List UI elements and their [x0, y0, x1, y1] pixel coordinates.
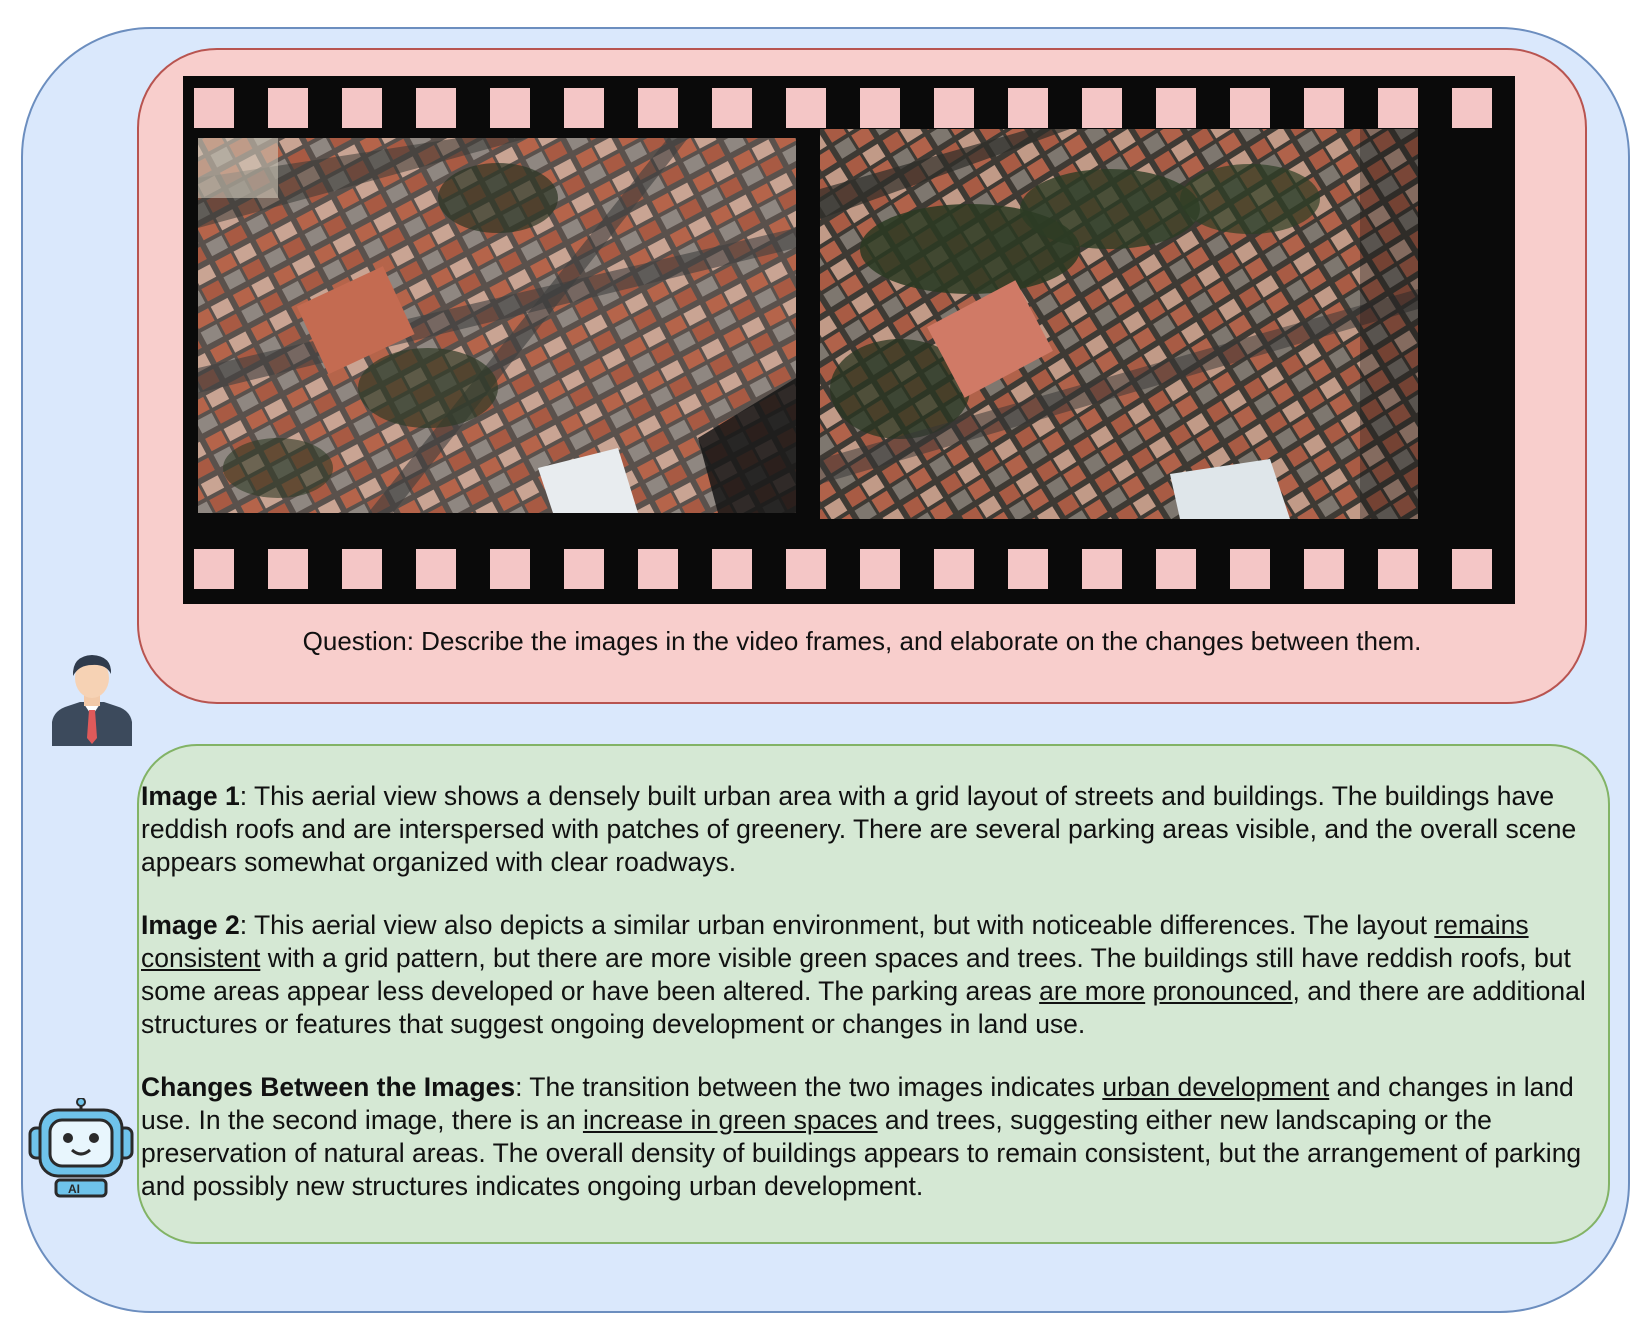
image2-text-c [1145, 976, 1152, 1006]
sprocket-hole [1304, 549, 1344, 589]
sprocket-hole [1452, 549, 1492, 589]
sprocket-hole [1230, 88, 1270, 128]
sprocket-hole [268, 88, 308, 128]
sprocket-hole [860, 88, 900, 128]
aerial-image-1 [198, 138, 796, 513]
sprocket-hole [638, 88, 678, 128]
aerial-image-2 [820, 129, 1418, 519]
changes-text-a: : The transition between the two images indicates [515, 1072, 1103, 1102]
image2-underline-3: pronounced [1152, 976, 1293, 1006]
image2-underline-2: are more [1039, 976, 1146, 1006]
sprocket-hole [638, 549, 678, 589]
sprocket-hole [1304, 88, 1344, 128]
changes-text-b: and changes in land use. In the second image, there is an [141, 1072, 1574, 1135]
video-filmstrip [183, 76, 1515, 604]
image2-label: Image 2 [141, 910, 240, 940]
changes-underline-1: urban development [1102, 1072, 1330, 1102]
sprocket-hole [1082, 549, 1122, 589]
answer-text [141, 780, 1611, 1233]
ai-label: AI [68, 1182, 80, 1196]
sprocket-hole [194, 88, 234, 128]
sprocket-hole [1008, 88, 1048, 128]
image1-label: Image 1 [141, 781, 240, 811]
sprocket-hole [342, 88, 382, 128]
sprocket-hole [786, 88, 826, 128]
image2-text-a: : This aerial view also depicts a similar urban environment, but with noticeable differences. The layout [239, 910, 1435, 940]
sprocket-hole [268, 549, 308, 589]
sprocket-hole [1156, 88, 1196, 128]
video-frame-1 [198, 138, 796, 513]
changes-text-c: and trees, suggesting either new landscaping or the preservation of natural areas. The overall density of buildings appears to remain consistent, but the arrangement of parking and possibly new structures indicates ongoing urban development. [141, 1105, 1582, 1201]
sprocket-hole [1230, 549, 1270, 589]
image2-underline-1: remains consistent [141, 910, 1529, 973]
sprocket-hole [712, 549, 752, 589]
sprocket-hole [564, 549, 604, 589]
image1-description: : This aerial view shows a densely built urban area with a grid layout of streets and buildings. The buildings have reddish roofs and are interspersed with patches of greenery. There are several parking areas visible, and the overall scene appears somewhat organized with clear roadways. [141, 781, 1577, 877]
answer-image2-paragraph [141, 909, 1611, 1041]
sprocket-hole [1156, 549, 1196, 589]
sprocket-hole [416, 549, 456, 589]
changes-underline-2: increase in green spaces [582, 1105, 878, 1135]
question-text: Question: Describe the images in the video frames, and elaborate on the changes between them. [302, 626, 1422, 656]
answer-changes-paragraph [141, 1071, 1611, 1203]
sprocket-hole [564, 88, 604, 128]
sprocket-hole [1452, 88, 1492, 128]
sprocket-hole [1082, 88, 1122, 128]
user-avatar-icon [46, 650, 138, 746]
ai-robot-icon [28, 1098, 134, 1198]
sprocket-hole [490, 88, 530, 128]
video-frame-2 [820, 129, 1418, 519]
sprocket-hole [1378, 549, 1418, 589]
sprocket-hole [490, 549, 530, 589]
sprocket-hole [934, 88, 974, 128]
sprocket-hole [934, 549, 974, 589]
answer-image1-paragraph [141, 780, 1611, 879]
changes-label: Changes Between the Images [141, 1072, 516, 1102]
sprocket-hole [194, 549, 234, 589]
sprocket-hole [860, 549, 900, 589]
sprocket-hole [786, 549, 826, 589]
sprocket-hole [1008, 549, 1048, 589]
sprocket-hole [416, 88, 456, 128]
sprocket-hole [342, 549, 382, 589]
image2-text-d: , and there are additional structures or features that suggest ongoing development or changes in land use. [141, 976, 1586, 1039]
sprocket-hole [1378, 88, 1418, 128]
sprocket-hole [712, 88, 752, 128]
image2-text-b: with a grid pattern, but there are more visible green spaces and trees. The buildings still have reddish roofs, but some areas appear less developed or have been altered. The parking areas [141, 943, 1571, 1006]
